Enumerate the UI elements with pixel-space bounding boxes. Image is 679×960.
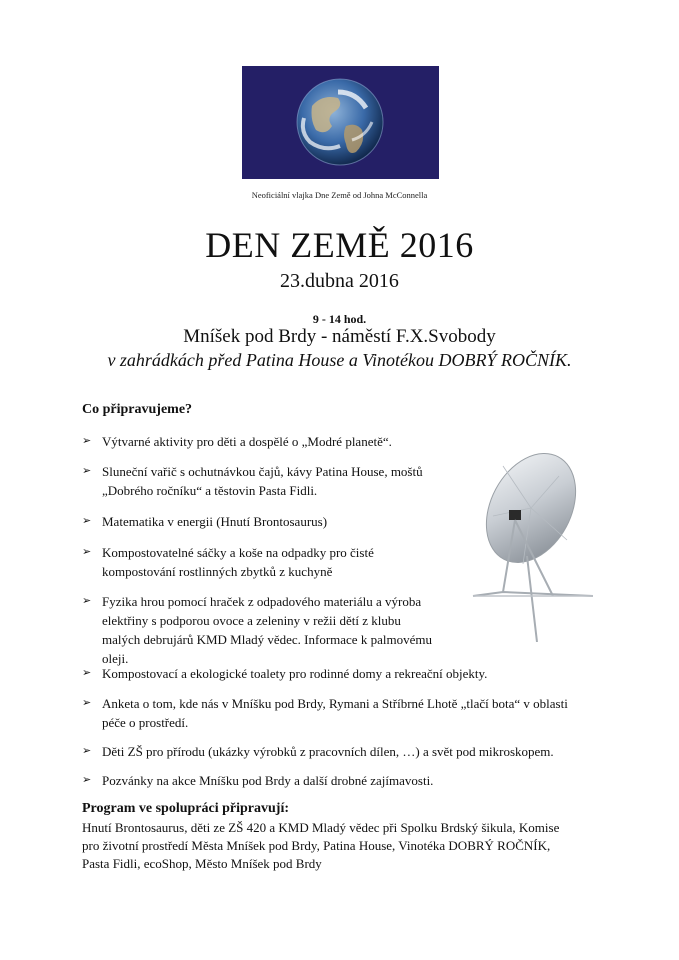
solar-cooker-image xyxy=(463,446,603,642)
arrowhead-bullet-icon: ➢ xyxy=(82,667,92,679)
section-heading: Co připravujeme? xyxy=(82,402,193,417)
event-time: 9 - 14 hod. xyxy=(312,312,367,326)
arrowhead-bullet-icon: ➢ xyxy=(82,546,92,558)
earth-day-flag xyxy=(242,66,439,179)
page-title: DEN ZEMĚ 2016 xyxy=(205,225,474,265)
arrowhead-bullet-icon: ➢ xyxy=(82,465,92,477)
arrowhead-bullet-icon: ➢ xyxy=(82,774,92,786)
arrowhead-bullet-icon: ➢ xyxy=(82,595,92,607)
arrowhead-bullet-icon: ➢ xyxy=(82,435,92,447)
event-date: 23.dubna 2016 xyxy=(280,270,399,292)
arrowhead-bullet-icon: ➢ xyxy=(82,745,92,757)
arrowhead-bullet-icon: ➢ xyxy=(82,697,92,709)
flag-caption: Neoficiální vlajka Dne Země od Johna McConnella xyxy=(251,190,428,200)
event-place: Mníšek pod Brdy - náměstí F.X.Svobody xyxy=(183,326,496,347)
program-text: Hnutí Brontosaurus, děti ze ZŠ 420 a KMD Mladý vědec při Spolku Brdský šikula, Komise pro životní prostředí Města Mníšek pod Brdy, Patina House, Vinotéka DOBRÝ ROČNÍK, Pasta Fidli, ecoShop, Město Mníšek pod Brdy xyxy=(82,820,560,871)
event-subplace: v zahrádkách před Patina House a Vinotékou DOBRÝ ROČNÍK. xyxy=(107,350,572,370)
program-heading: Program ve spolupráci připravují: xyxy=(82,801,290,816)
arrowhead-bullet-icon: ➢ xyxy=(82,515,92,527)
